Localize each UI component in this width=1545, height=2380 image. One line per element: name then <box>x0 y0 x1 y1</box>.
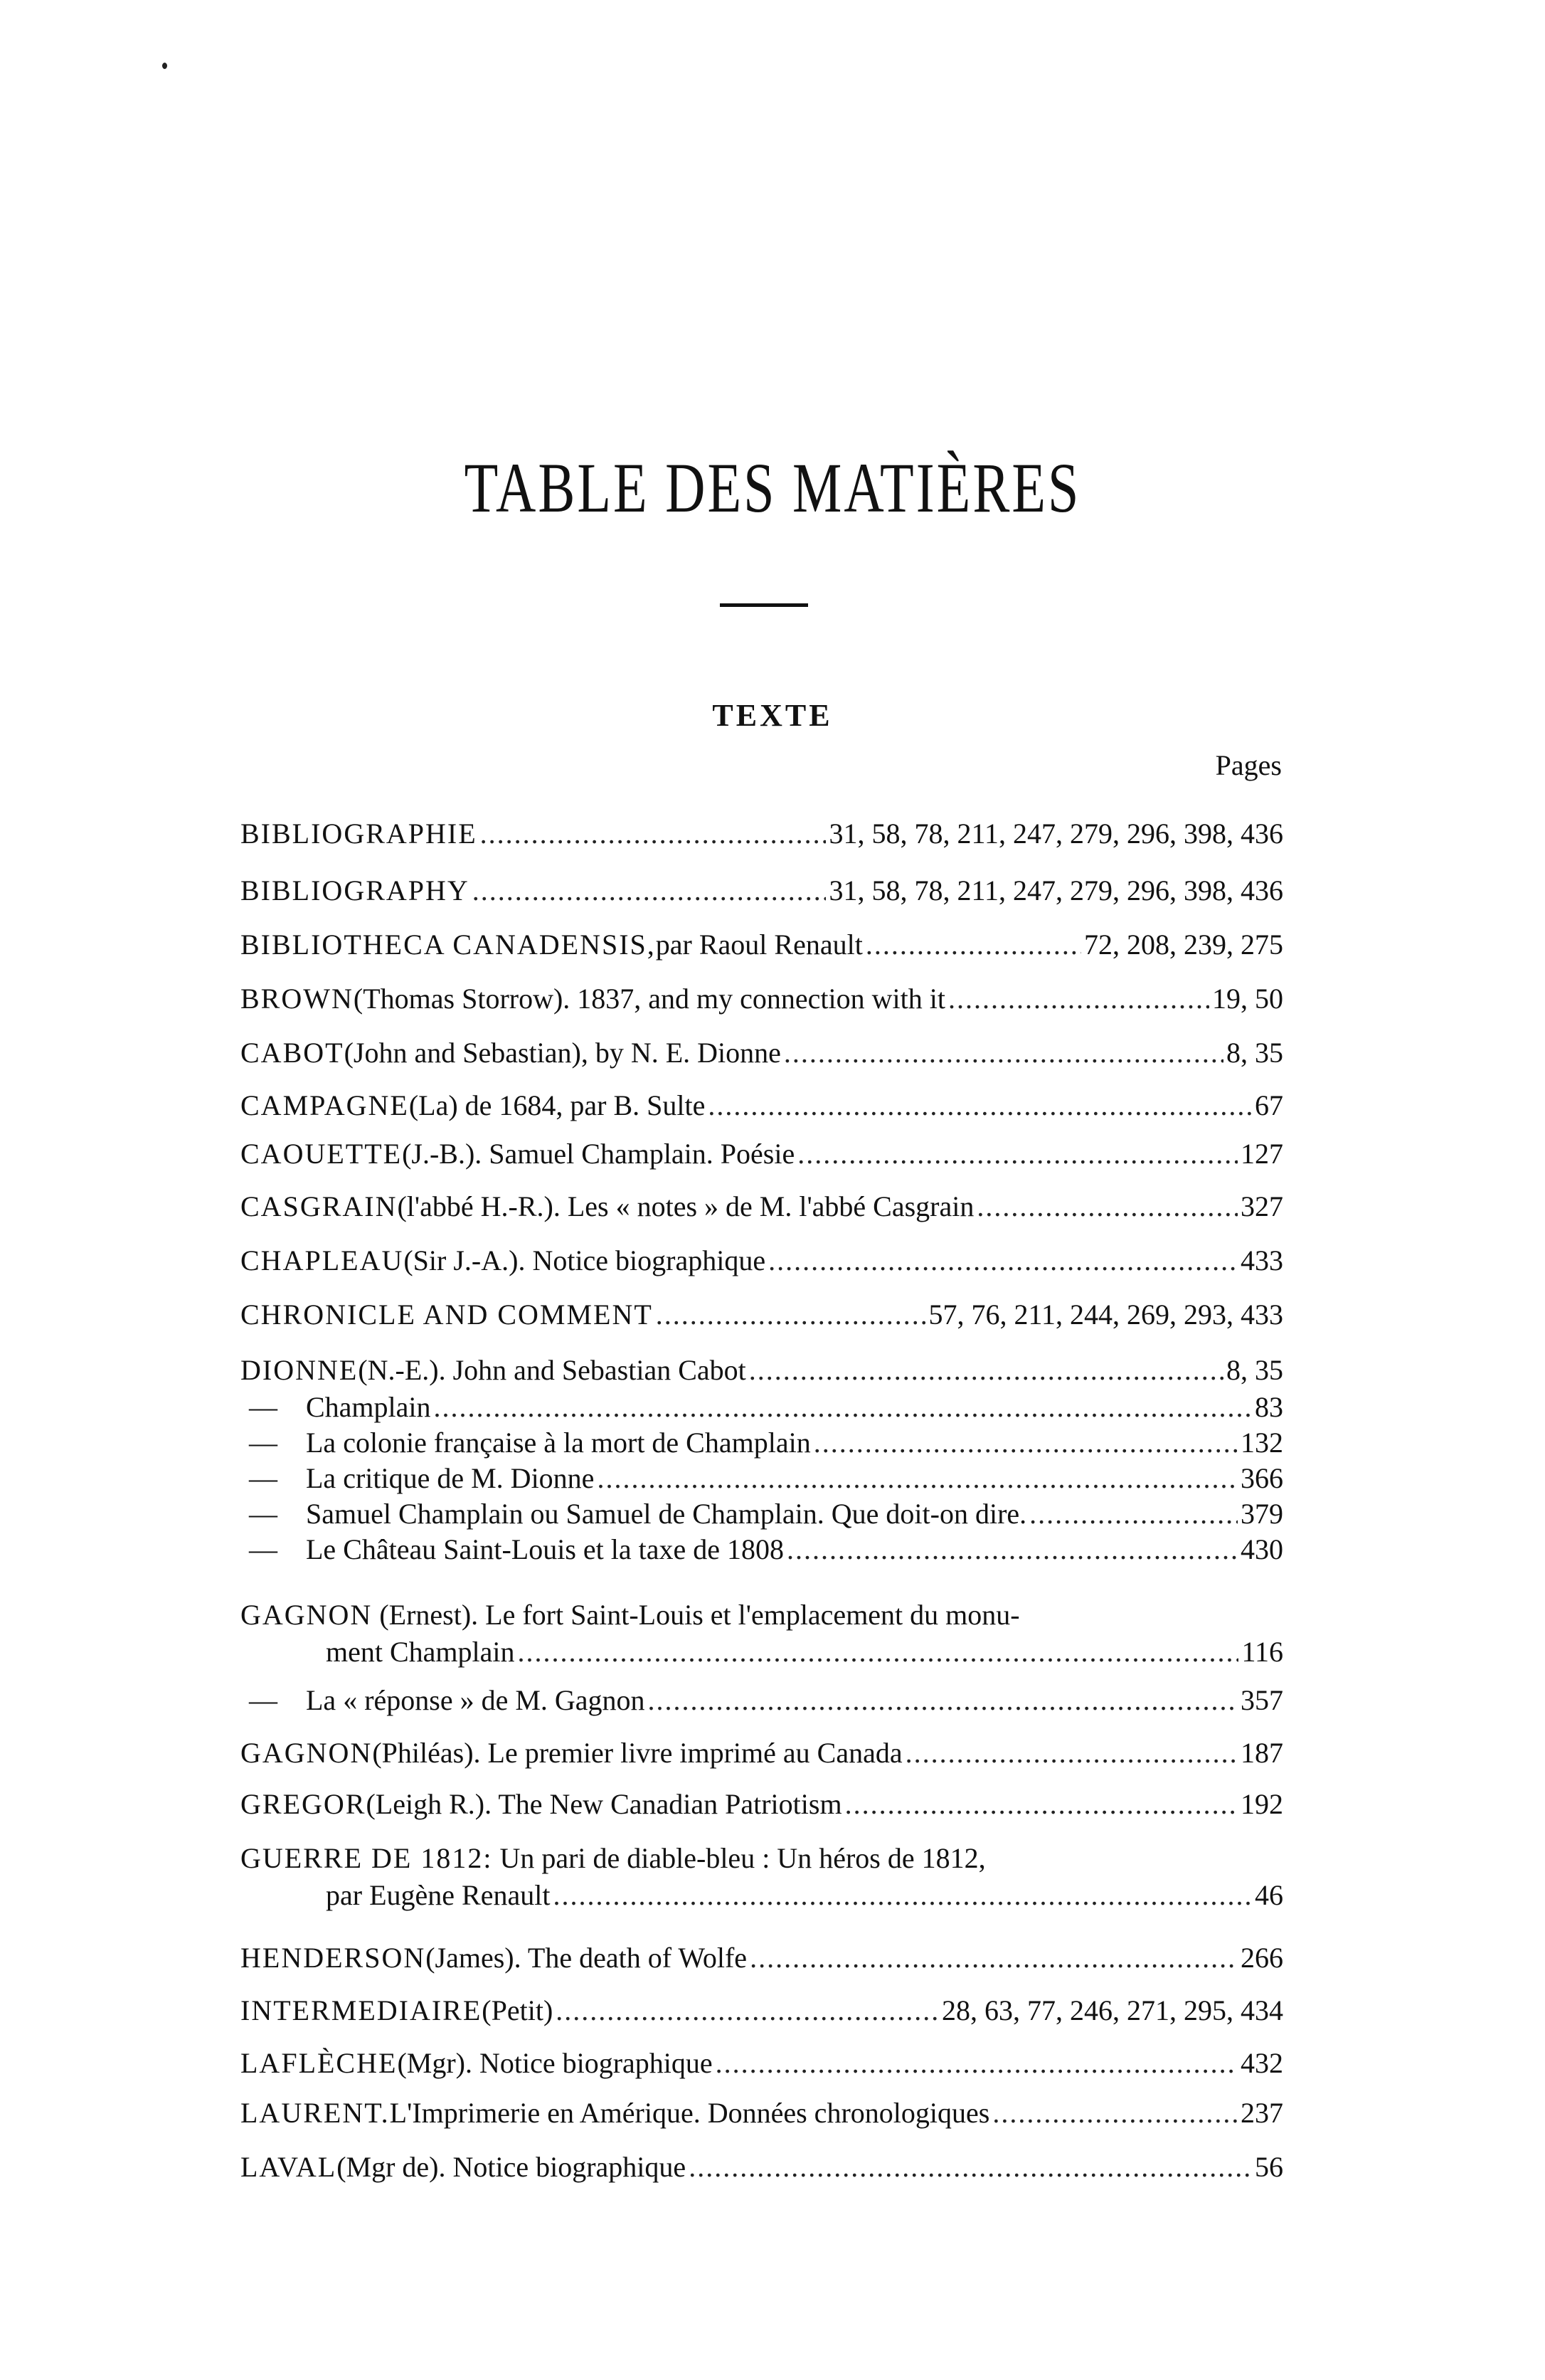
entry-text: (N.-E.). John and Sebastian Cabot <box>358 1354 746 1386</box>
entry-text: (Petit) <box>482 1994 553 2026</box>
dot-leader <box>768 1242 1238 1279</box>
toc-subentry <box>249 1496 1283 1533</box>
entry-text: par Raoul Renault <box>655 929 863 961</box>
dot-leader <box>797 1136 1238 1173</box>
toc-subentry <box>249 1460 1283 1497</box>
dot-leader <box>845 1786 1238 1823</box>
toc-entry <box>240 815 1283 852</box>
entry-pages: 57, 76, 211, 244, 269, 293, 433 <box>928 1299 1283 1331</box>
entry-text: (Mgr de). Notice biographique <box>336 2151 686 2183</box>
dot-leader <box>784 1035 1223 1072</box>
entry-pages: 192 <box>1241 1788 1283 1820</box>
entry-text: (La) de 1684, par B. Sulte <box>408 1089 706 1121</box>
entry-pages: 127 <box>1241 1138 1283 1170</box>
entry-heading: LAVAL <box>240 2151 337 2183</box>
dot-leader <box>977 1188 1238 1225</box>
entry-pages: 19, 50 <box>1212 983 1283 1015</box>
toc-entry <box>240 872 1283 909</box>
entry-heading: CASGRAIN <box>240 1190 398 1222</box>
dot-leader <box>597 1460 1238 1497</box>
entry-heading: CHAPLEAU <box>240 1244 404 1276</box>
entry-text: L'Imprimerie en Amérique. Données chronologiques <box>389 2097 990 2129</box>
entry-text: Samuel Champlain ou Samuel de Champlain. Que doit-on dire. <box>306 1498 1027 1530</box>
entry-text: (Philéas). Le premier livre imprimé au Canada <box>372 1737 903 1769</box>
em-dash: — <box>249 1684 277 1716</box>
entry-heading: BIBLIOGRAPHIE <box>240 818 477 850</box>
entry-pages: 28, 63, 77, 246, 271, 295, 434 <box>942 1994 1283 2026</box>
dot-leader <box>434 1389 1252 1426</box>
toc-entry <box>240 980 1283 1017</box>
dot-leader <box>656 1296 926 1333</box>
entry-text: Le Château Saint-Louis et la taxe de 1808 <box>306 1533 785 1565</box>
ink-speck <box>162 63 167 69</box>
toc-entry <box>240 2095 1283 2132</box>
dot-leader <box>518 1634 1239 1671</box>
entry-text: (Ernest). Le fort Saint-Louis et l'emplacement du monu- <box>379 1599 1020 1631</box>
entry-pages: 67 <box>1255 1089 1283 1121</box>
em-dash: — <box>249 1533 277 1565</box>
entry-pages: 187 <box>1241 1737 1283 1769</box>
entry-heading: BIBLIOTHECA CANADENSIS, <box>240 929 656 961</box>
dot-leader <box>948 980 1209 1017</box>
toc-entry <box>240 1296 1283 1333</box>
dot-leader <box>472 872 827 909</box>
entry-pages: 357 <box>1241 1684 1283 1716</box>
toc-entry <box>240 1786 1283 1823</box>
entry-heading: LAFLÈCHE <box>240 2047 398 2079</box>
entry-heading: BROWN <box>240 983 354 1015</box>
toc-subentry <box>249 1682 1283 1719</box>
toc-entry <box>240 2045 1283 2082</box>
entry-text: La colonie française à la mort de Champlain <box>306 1427 811 1459</box>
entry-pages: 8, 35 <box>1226 1037 1283 1069</box>
entry-heading: HENDERSON <box>240 1942 426 1974</box>
entry-pages: 83 <box>1255 1391 1283 1423</box>
dot-leader <box>556 1992 939 2029</box>
dot-leader <box>750 1940 1238 1977</box>
entry-pages: 430 <box>1241 1533 1283 1565</box>
entry-text: (J.-B.). Samuel Champlain. Poésie <box>402 1138 795 1170</box>
entry-pages: 379 <box>1241 1498 1283 1530</box>
toc-entry <box>240 2149 1283 2186</box>
dot-leader <box>992 2095 1238 2132</box>
dot-leader <box>708 1087 1252 1124</box>
em-dash: — <box>249 1462 277 1494</box>
dot-leader <box>814 1424 1238 1461</box>
dot-leader <box>1029 1496 1238 1533</box>
entry-text: (James). The death of Wolfe <box>425 1942 748 1974</box>
entry-pages: 56 <box>1255 2151 1283 2183</box>
entry-text: (Mgr). Notice biographique <box>397 2047 713 2079</box>
dot-leader <box>648 1682 1238 1719</box>
em-dash: — <box>249 1498 277 1530</box>
toc-entry <box>240 1352 1283 1389</box>
entry-text: Un pari de diable-bleu : Un héros de 1812, <box>499 1842 986 1874</box>
entry-pages: 432 <box>1241 2047 1283 2079</box>
pages-column-label: Pages <box>1215 749 1282 781</box>
entry-heading: BIBLIOGRAPHY <box>240 874 469 906</box>
entry-heading: CAOUETTE <box>240 1138 403 1170</box>
entry-pages: 116 <box>1241 1636 1283 1668</box>
toc-entry <box>240 1136 1283 1173</box>
toc-entry <box>240 1840 1283 1914</box>
toc-entry <box>240 1992 1283 2029</box>
entry-pages: 8, 35 <box>1226 1354 1283 1386</box>
toc-entry <box>240 1597 1283 1671</box>
entry-heading: GREGOR <box>240 1788 366 1820</box>
entry-pages: 327 <box>1241 1190 1283 1222</box>
entry-pages: 433 <box>1241 1244 1283 1276</box>
toc-entry <box>240 926 1283 963</box>
toc-entry <box>240 1242 1283 1279</box>
page-title: TABLE DES MATIÈRES <box>464 448 1081 527</box>
entry-heading: INTERMEDIAIRE <box>240 1994 482 2026</box>
em-dash: — <box>249 1391 277 1423</box>
entry-pages: 46 <box>1255 1879 1283 1911</box>
toc-entry <box>240 1735 1283 1772</box>
entry-heading: DIONNE <box>240 1354 359 1386</box>
entry-text: (Leigh R.). The New Canadian Patriotism <box>366 1788 842 1820</box>
entry-text: (Thomas Storrow). 1837, and my connection with it <box>353 983 945 1015</box>
entry-pages: 72, 208, 239, 275 <box>1084 929 1283 961</box>
dot-leader <box>553 1877 1252 1914</box>
entry-text: La critique de M. Dionne <box>306 1462 595 1494</box>
dot-leader <box>689 2149 1252 2186</box>
entry-continuation: par Eugène Renault <box>326 1879 551 1911</box>
entry-heading: GUERRE DE 1812: <box>240 1842 493 1874</box>
entry-text: La « réponse » de M. Gagnon <box>306 1684 645 1716</box>
entry-heading: CAMPAGNE <box>240 1089 409 1121</box>
toc-subentry <box>249 1424 1283 1461</box>
entry-text: Champlain <box>306 1391 431 1423</box>
entry-heading: CABOT <box>240 1037 344 1069</box>
entry-pages: 266 <box>1241 1942 1283 1974</box>
entry-pages: 237 <box>1241 2097 1283 2129</box>
toc-entry <box>240 1188 1283 1225</box>
dot-leader <box>716 2045 1238 2082</box>
entry-pages: 366 <box>1241 1462 1283 1494</box>
toc-subentry <box>249 1531 1283 1568</box>
entry-heading: GAGNON <box>240 1599 373 1631</box>
entry-heading: CHRONICLE AND COMMENT <box>240 1299 653 1331</box>
entry-pages: 31, 58, 78, 211, 247, 279, 296, 398, 436 <box>829 874 1283 906</box>
entry-text: (Sir J.-A.). Notice biographique <box>403 1244 766 1276</box>
dot-leader <box>906 1735 1238 1772</box>
dot-leader <box>480 815 827 852</box>
dot-leader <box>787 1531 1238 1568</box>
em-dash: — <box>249 1427 277 1459</box>
toc-entry <box>240 1087 1283 1124</box>
entry-heading: LAURENT. <box>240 2097 390 2129</box>
toc-entry <box>240 1035 1283 1072</box>
entry-text: (l'abbé H.-R.). Les « notes » de M. l'abbé Casgrain <box>397 1190 975 1222</box>
toc-entry <box>240 1940 1283 1977</box>
entry-continuation: ment Champlain <box>326 1636 515 1668</box>
dot-leader <box>749 1352 1223 1389</box>
dot-leader <box>866 926 1081 963</box>
title-rule <box>720 603 808 607</box>
entry-pages: 132 <box>1241 1427 1283 1459</box>
entry-pages: 31, 58, 78, 211, 247, 279, 296, 398, 436 <box>829 818 1283 850</box>
section-heading: TEXTE <box>712 698 833 733</box>
toc-subentry <box>249 1389 1283 1426</box>
entry-text: (John and Sebastian), by N. E. Dionne <box>344 1037 781 1069</box>
entry-heading: GAGNON <box>240 1737 373 1769</box>
